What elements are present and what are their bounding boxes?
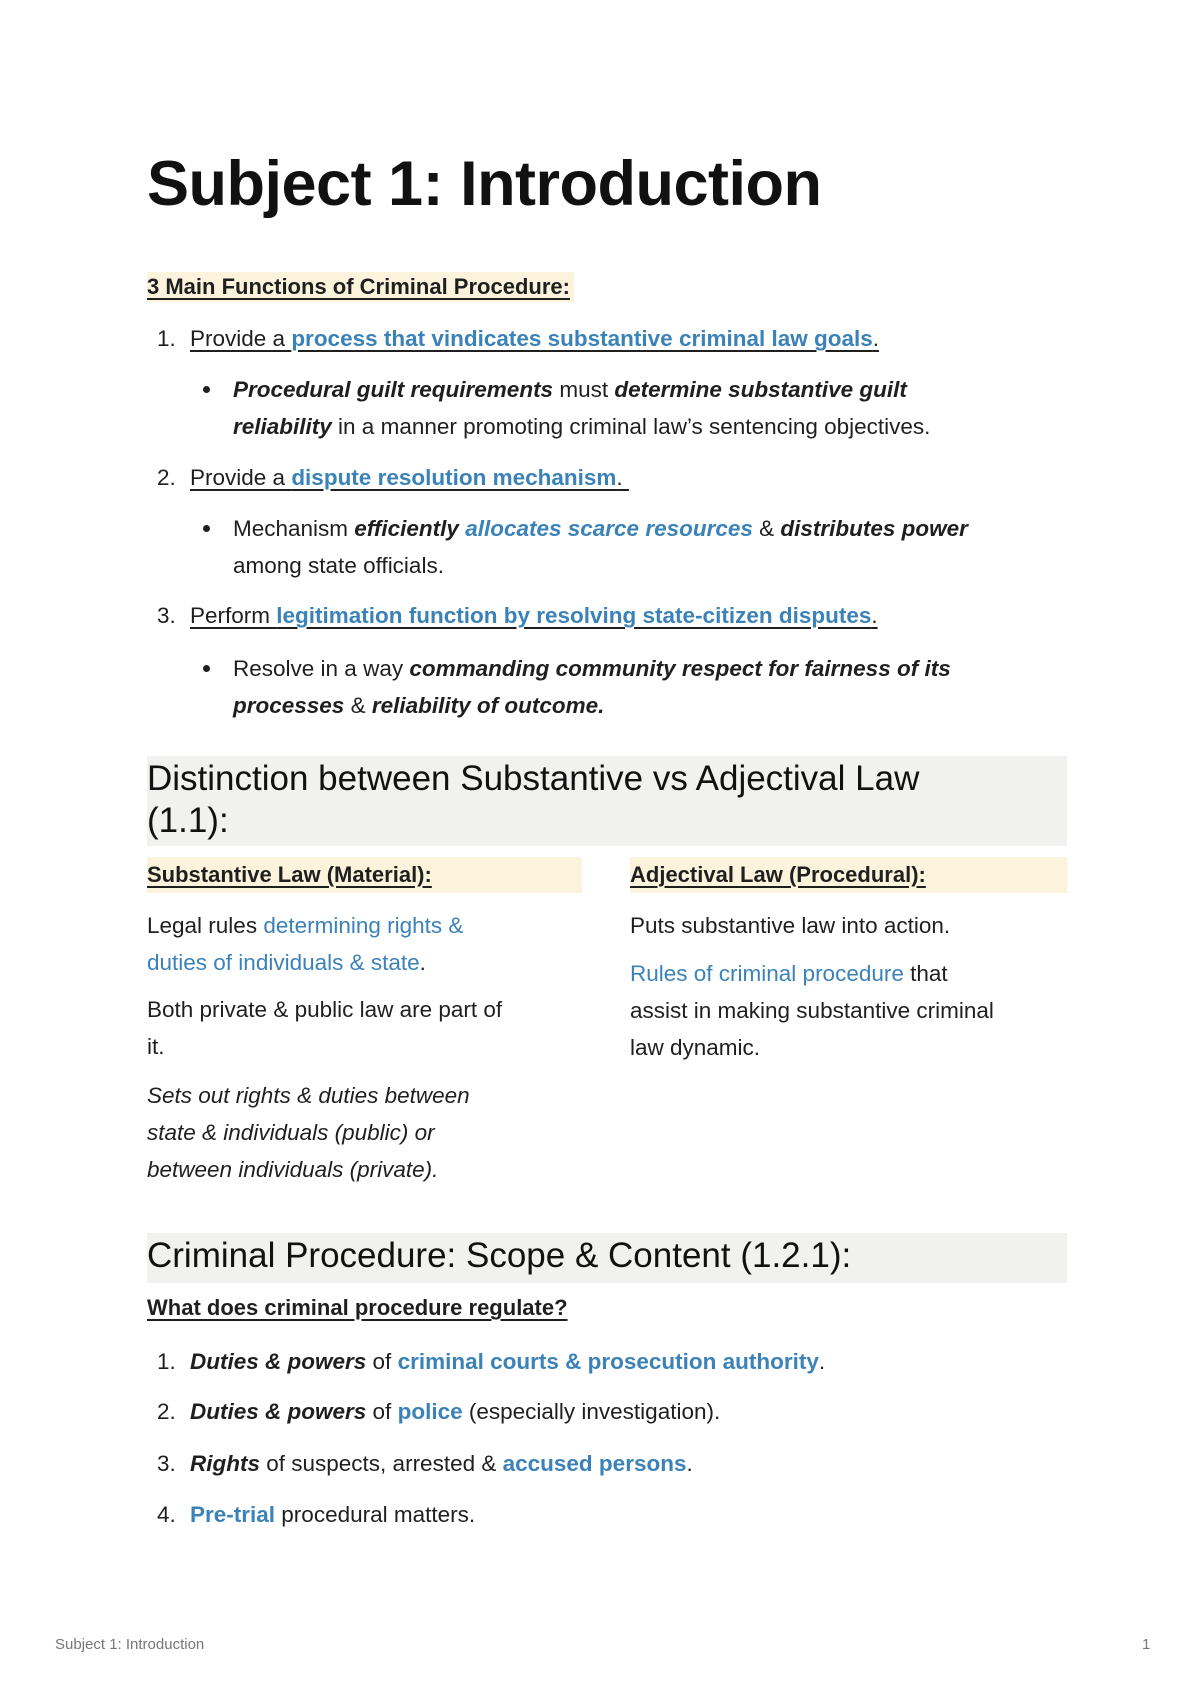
bullet-item-function-1: Procedural guilt requirements must determine substantive guilt reliability in a manner promoting criminal law’s sentencing objectives.	[233, 377, 931, 439]
adjectival-description: Rules of criminal procedure that assist in making substantive criminal law dynamic.	[630, 961, 994, 1060]
substantive-description: Sets out rights & duties between state & individuals (public) or between individuals (private).	[147, 1083, 470, 1182]
bullet-item-function-2: Mechanism efficiently allocates scarce resources & distributes power among state officials.	[233, 516, 968, 578]
list-number: 3.	[157, 603, 176, 628]
section-heading-scope-content: Criminal Procedure: Scope & Content (1.2.1):	[147, 1233, 1067, 1283]
list-item-function-2: Provide a dispute resolution mechanism.	[190, 465, 629, 490]
substantive-scope: Both private & public law are part of it.	[147, 997, 503, 1059]
list-number: 2.	[157, 1399, 176, 1424]
bullet-dot	[203, 525, 210, 532]
bullet-dot	[203, 386, 210, 393]
list-item-regulate-1: Duties & powers of criminal courts & prosecution authority.	[190, 1349, 826, 1374]
list-number: 1.	[157, 1349, 176, 1374]
list-item-function-3: Perform legitimation function by resolving state-citizen disputes.	[190, 603, 878, 628]
list-number: 2.	[157, 465, 176, 490]
section-label-regulate: What does criminal procedure regulate?	[147, 1295, 568, 1320]
section-label-main-functions: 3 Main Functions of Criminal Procedure:	[147, 272, 574, 302]
section-heading-substantive-vs-adjectival: Distinction between Substantive vs Adjectival Law (1.1):	[147, 756, 1067, 846]
footer-document-title: Subject 1: Introduction	[55, 1636, 205, 1653]
column-header-adjectival: Adjectival Law (Procedural):	[630, 857, 1067, 893]
bullet-dot	[203, 665, 210, 672]
list-number: 1.	[157, 326, 176, 351]
substantive-definition: Legal rules determining rights & duties of individuals & state.	[147, 913, 464, 975]
adjectival-definition: Puts substantive law into action.	[630, 913, 951, 938]
list-number: 4.	[157, 1502, 176, 1527]
list-item-regulate-4: Pre-trial procedural matters.	[190, 1502, 476, 1527]
list-item-regulate-3: Rights of suspects, arrested & accused persons.	[190, 1451, 693, 1476]
list-number: 3.	[157, 1451, 176, 1476]
list-item-regulate-2: Duties & powers of police (especially investigation).	[190, 1399, 721, 1424]
bullet-item-function-3: Resolve in a way commanding community respect for fairness of its processes & reliability of outcome.	[233, 656, 951, 718]
column-header-substantive: Substantive Law (Material):	[147, 857, 582, 893]
page-title: Subject 1: Introduction	[147, 149, 822, 219]
list-item-function-1: Provide a process that vindicates substantive criminal law goals.	[190, 326, 880, 351]
footer-page-number: 1	[1142, 1636, 1151, 1653]
